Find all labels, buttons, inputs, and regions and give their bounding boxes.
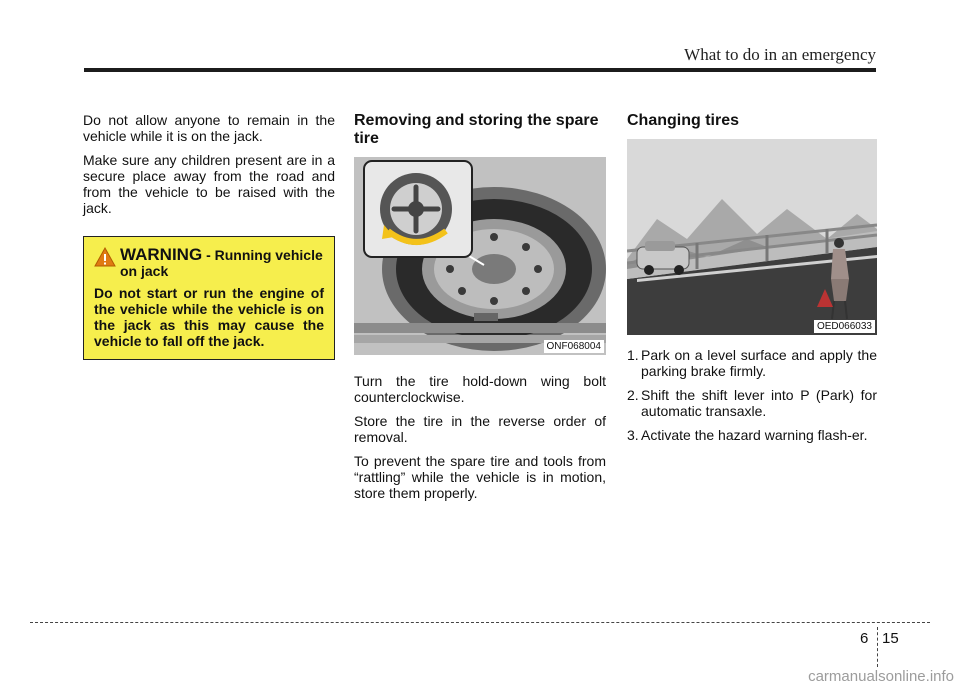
- list-item: [627, 347, 877, 379]
- warning-word: WARNING: [120, 245, 203, 264]
- spare-tire-figure: [354, 157, 606, 355]
- footer-divider: [877, 627, 878, 667]
- column-2: [354, 112, 606, 509]
- list-item: [627, 387, 877, 419]
- spare-tire-illustration: [354, 157, 606, 355]
- figure-code: OED066033: [814, 320, 875, 333]
- section-title: Changing tires: [627, 112, 740, 129]
- warning-subtitle: - Running vehicle on jack: [120, 247, 323, 279]
- section-title: Removing and storing the spare tire: [354, 112, 599, 147]
- footer-rule: [30, 622, 930, 623]
- page-number: 15: [882, 630, 899, 647]
- step-text: Activate the hazard warning flash-er.: [641, 427, 868, 443]
- watermark: carmanualsonline.info: [808, 668, 954, 685]
- column-1: [83, 112, 335, 360]
- paragraph: Make sure any children present are in a secure place away from the road and from the vehicle to be raised with the jack.: [83, 152, 335, 216]
- step-number: 3.: [627, 427, 639, 443]
- chapter-number: 6: [860, 630, 869, 647]
- step-text: Park on a level surface and apply the parking brake firmly.: [641, 347, 877, 379]
- roadside-figure: [627, 139, 877, 335]
- step-text: Shift the shift lever into P (Park) for automatic transaxle.: [641, 387, 877, 419]
- paragraph: To prevent the spare tire and tools from “rattling” while the vehicle is in motion, store them properly.: [354, 453, 606, 501]
- paragraph: Do not allow anyone to remain in the vehicle while it is on the jack.: [83, 112, 335, 144]
- column-3: [627, 112, 877, 451]
- paragraph: Turn the tire hold-down wing bolt counterclockwise.: [354, 373, 606, 405]
- header-rule: [84, 68, 876, 72]
- steps-list: [627, 347, 877, 443]
- step-number: 1.: [627, 347, 639, 363]
- warning-triangle-icon: [94, 247, 116, 267]
- step-number: 2.: [627, 387, 639, 403]
- warning-body: Do not start or run the engine of the vehicle while the vehicle is on the jack as this may cause the vehicle to fall off the jack.: [94, 285, 324, 349]
- roadside-illustration: [627, 139, 877, 335]
- header-title: What to do in an emergency: [684, 45, 876, 64]
- paragraph: Store the tire in the reverse order of removal.: [354, 413, 606, 445]
- list-item: [627, 427, 877, 443]
- figure-code: ONF068004: [544, 340, 604, 353]
- warning-box: [83, 236, 335, 360]
- warning-header: [94, 247, 324, 279]
